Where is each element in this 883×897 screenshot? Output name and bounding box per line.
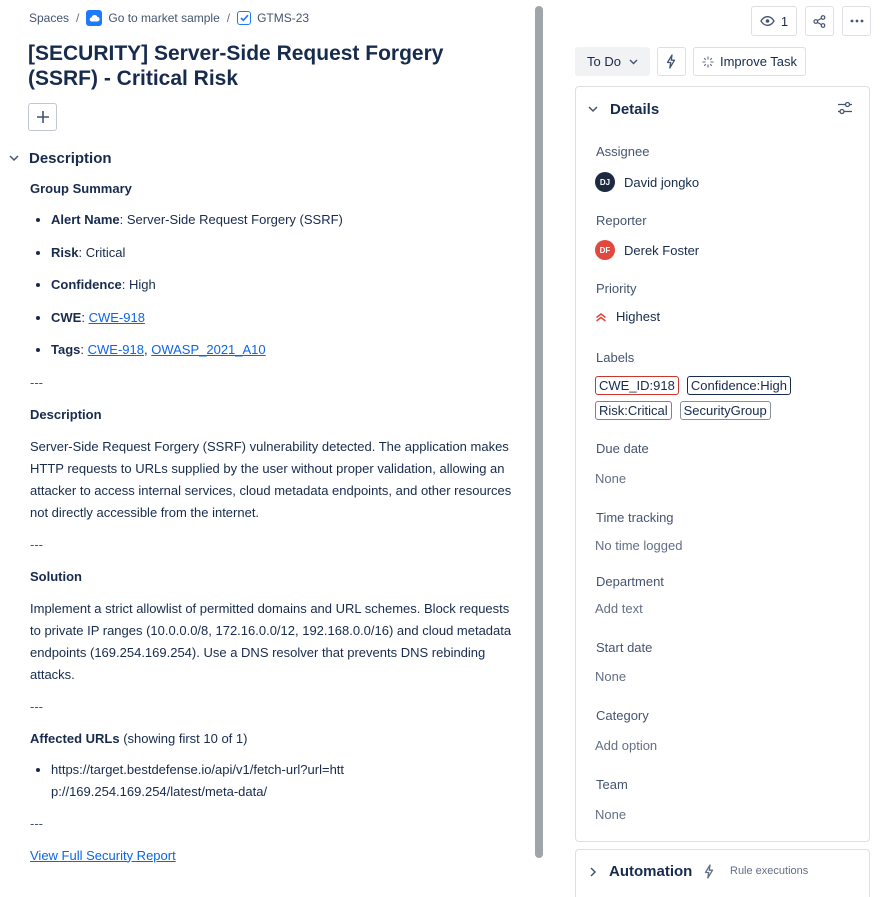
description-text: Server-Side Request Forgery (SSRF) vulnerability detected. The application makes HTTP requests to URLs supplied by the user without proper validation, allowing an attacker to access internal services, cloud metadata endpoints, and other resources not directly accessible from the internet. bbox=[30, 438, 512, 520]
team-label: Team bbox=[596, 777, 628, 792]
section-separator: --- bbox=[30, 815, 43, 831]
section-separator: --- bbox=[30, 698, 43, 714]
start-date-label: Start date bbox=[596, 640, 653, 655]
rule-executions-label[interactable]: Rule executions bbox=[730, 865, 809, 877]
details-toggle[interactable] bbox=[588, 101, 659, 118]
assignee-name: David jongko bbox=[624, 174, 700, 190]
breadcrumb-issue[interactable] bbox=[237, 11, 309, 25]
tags-label: Tags bbox=[51, 342, 81, 357]
add-content-button[interactable] bbox=[28, 103, 57, 131]
watch-button[interactable] bbox=[751, 6, 797, 36]
lightning-bolt-icon bbox=[666, 54, 676, 69]
department-label: Department bbox=[596, 574, 664, 589]
sparkle-icon bbox=[702, 56, 714, 68]
status-dropdown[interactable] bbox=[575, 47, 650, 76]
list-item bbox=[51, 242, 516, 264]
affected-urls-note: (showing first 10 of 1) bbox=[119, 730, 248, 746]
view-report-link[interactable]: View Full Security Report bbox=[30, 847, 176, 863]
group-summary-heading: Group Summary bbox=[30, 181, 132, 196]
cwe-label: CWE bbox=[51, 309, 82, 325]
chevron-down-icon bbox=[629, 59, 638, 65]
description-heading: Description bbox=[29, 150, 112, 167]
time-tracking-label: Time tracking bbox=[596, 510, 674, 525]
category-label: Category bbox=[596, 708, 649, 723]
section-separator: --- bbox=[30, 536, 43, 552]
avatar: DF bbox=[595, 240, 615, 260]
issue-title[interactable]: [SECURITY] Server-Side Request Forgery (SSRF) - Critical Risk bbox=[28, 42, 444, 90]
share-icon bbox=[813, 15, 826, 28]
solution-text: Implement a strict allowlist of permitted domains and URL schemes. Block requests to private IP ranges (10.0.0.0/8, 172.16.0.0/12, 192.168.0.0/16) and cloud metadata endpoints (169.254.169.254). Use a DNS resolver that prevents DNS rebinding attacks. bbox=[30, 600, 512, 682]
label-chip[interactable]: SecurityGroup bbox=[680, 401, 771, 420]
affected-urls-label: Affected URLs bbox=[30, 730, 120, 746]
reporter-name: Derek Foster bbox=[624, 242, 700, 258]
breadcrumb-separator: / bbox=[226, 11, 231, 25]
more-horizontal-icon bbox=[850, 19, 864, 23]
risk-label: Risk bbox=[51, 244, 79, 260]
description-subheading: Description bbox=[30, 406, 102, 422]
lightning-bolt-icon bbox=[704, 864, 714, 879]
description-body[interactable] bbox=[30, 178, 516, 867]
avatar: DJ bbox=[595, 172, 615, 192]
list-item: • https://target.bestdefense.io/api/v1/fetch-url?url=http://169.254.169.254/latest/meta-data/ bbox=[51, 759, 351, 803]
priority-highest-icon bbox=[595, 311, 607, 323]
alert-name-label: Alert Name bbox=[51, 212, 120, 227]
department-field[interactable]: Add text bbox=[595, 601, 643, 616]
category-field[interactable]: Add option bbox=[595, 738, 658, 753]
breadcrumb-project-label: Go to market sample bbox=[108, 11, 220, 25]
confidence-label: Confidence bbox=[51, 277, 122, 292]
configure-fields-button[interactable] bbox=[837, 101, 853, 120]
list-item bbox=[51, 307, 516, 329]
priority-field[interactable] bbox=[595, 309, 660, 324]
breadcrumb-separator: / bbox=[76, 11, 80, 25]
cwe-colon: : bbox=[81, 309, 89, 325]
affected-urls-list bbox=[51, 759, 516, 803]
cwe-link[interactable]: CWE-918 bbox=[88, 309, 145, 325]
list-item bbox=[51, 339, 516, 361]
time-tracking-field[interactable]: No time logged bbox=[595, 538, 683, 553]
label-chip[interactable]: Risk:Critical bbox=[595, 401, 672, 420]
label-chip[interactable]: Confidence:High bbox=[687, 376, 791, 395]
automation-toggle[interactable] bbox=[590, 863, 714, 880]
chevron-down-icon bbox=[588, 106, 598, 113]
labels-label: Labels bbox=[596, 350, 635, 365]
chevron-right-icon bbox=[590, 867, 597, 877]
tags-comma: , bbox=[143, 342, 152, 357]
more-actions-button[interactable] bbox=[842, 6, 871, 36]
alert-name-value: : Server-Side Request Forgery (SSRF) bbox=[119, 212, 343, 227]
breadcrumb-spaces[interactable]: Spaces bbox=[29, 11, 70, 25]
due-date-field[interactable]: None bbox=[595, 471, 627, 486]
improve-task-label: Improve Task bbox=[719, 54, 798, 69]
chevron-down-icon bbox=[8, 153, 20, 165]
assignee-field[interactable] bbox=[595, 172, 699, 192]
tags-colon: : bbox=[80, 342, 88, 357]
improve-task-button[interactable] bbox=[693, 47, 806, 76]
affected-urls-heading bbox=[30, 728, 516, 750]
project-cloud-icon bbox=[86, 10, 102, 26]
task-checkbox-icon bbox=[237, 11, 251, 25]
sliders-icon bbox=[837, 101, 853, 115]
automation-panel bbox=[575, 849, 870, 897]
breadcrumb-project[interactable] bbox=[86, 10, 219, 26]
automation-heading: Automation bbox=[609, 863, 693, 880]
section-separator: --- bbox=[30, 374, 43, 390]
tag-link-owasp[interactable]: OWASP_2021_A10 bbox=[151, 342, 266, 357]
scrollbar-thumb[interactable] bbox=[535, 6, 543, 858]
description-toggle[interactable] bbox=[8, 150, 112, 167]
list-item bbox=[51, 209, 516, 231]
breadcrumb-issue-key: GTMS-23 bbox=[257, 11, 310, 25]
details-panel bbox=[575, 86, 870, 842]
share-button[interactable] bbox=[805, 6, 834, 36]
labels-field[interactable] bbox=[595, 376, 855, 420]
breadcrumb bbox=[29, 10, 309, 26]
status-label: To Do bbox=[587, 54, 621, 69]
start-date-field[interactable]: None bbox=[595, 669, 627, 684]
report-link-row bbox=[30, 845, 516, 867]
priority-value: Highest bbox=[616, 309, 661, 324]
issue-actions bbox=[751, 6, 871, 36]
priority-label: Priority bbox=[596, 281, 637, 296]
solution-heading: Solution bbox=[30, 568, 82, 584]
tag-link-cwe[interactable]: CWE-918 bbox=[87, 342, 144, 357]
eye-icon bbox=[760, 16, 775, 26]
details-heading: Details bbox=[610, 101, 660, 118]
confidence-value: : High bbox=[121, 277, 156, 292]
list-item bbox=[51, 274, 516, 296]
team-field[interactable]: None bbox=[595, 807, 627, 822]
due-date-label: Due date bbox=[596, 441, 649, 456]
watch-count: 1 bbox=[780, 13, 789, 29]
reporter-label: Reporter bbox=[596, 213, 647, 228]
assignee-label: Assignee bbox=[596, 144, 650, 159]
automation-actions-button[interactable] bbox=[657, 47, 686, 76]
reporter-field[interactable] bbox=[595, 240, 699, 260]
status-row bbox=[575, 47, 806, 76]
summary-list bbox=[51, 209, 516, 361]
risk-value: : Critical bbox=[78, 244, 126, 260]
plus-icon bbox=[36, 110, 50, 124]
label-chip[interactable]: CWE_ID:918 bbox=[595, 376, 679, 395]
